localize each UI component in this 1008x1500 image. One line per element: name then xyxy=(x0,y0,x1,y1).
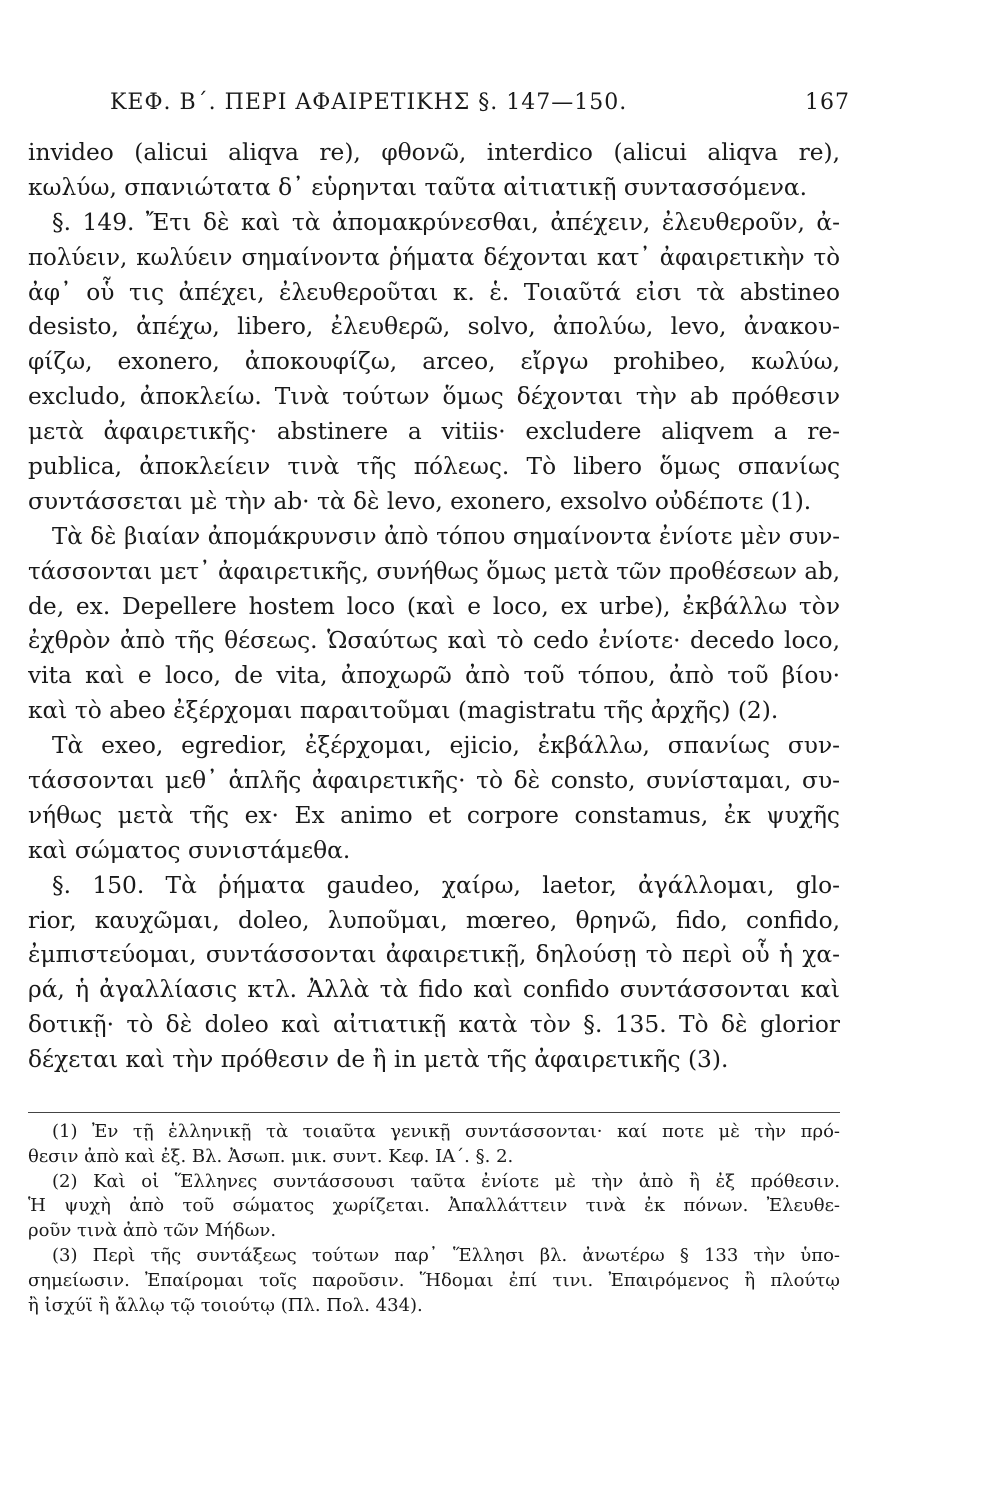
text-line: δέχεται καὶ τὴν πρόθεσιν de ἢ in μετὰ τῆς ἀφαιρετικῆς (3). xyxy=(28,1046,729,1074)
footnote-line: θεσιν ἀπὸ καὶ ἐξ. Βλ. Ἀσωπ. μικ. συντ. Κεφ. ΙΑ΄. §. 2. xyxy=(28,1145,514,1167)
text-line: ἐμπιστεύομαι, συντάσσονται ἀφαιρετικῇ, δηλούσῃ τὸ περὶ οὗ ἡ χα- xyxy=(28,941,840,969)
page-number: 167 xyxy=(805,90,850,115)
text-line: καὶ τὸ abeo ἐξέρχομαι παραιτοῦμαι (magistratu τῆς ἀρχῆς) (2). xyxy=(28,697,779,725)
running-title: ΚΕΦ. Β΄. ΠΕΡΙ ΑΦΑΙΡΕΤΙΚΗΣ §. 147—150. xyxy=(110,90,628,115)
footnote-line: (1) Ἐν τῇ ἑλληνικῇ τὰ τοιαῦτα γενικῇ συντάσσονται· καί ποτε μὲ τὴν πρό- xyxy=(52,1121,840,1142)
footnote-line: (3) Περὶ τῆς συντάξεως τούτων παρ᾽ Ἕλλησι βλ. ἀνωτέρω § 133 τὴν ὑπο- xyxy=(52,1244,840,1266)
footnotes xyxy=(28,1120,840,1318)
text-line: §. 149. Ἔτι δὲ καὶ τὰ ἀπομακρύνεσθαι, ἀπέχειν, ἐλευθεροῦν, ἀ- xyxy=(52,208,840,236)
text-line: desisto, ἀπέχω, libero, ἐλευθερῶ, solvo, ἀπολύω, levo, ἀνακου- xyxy=(28,313,840,341)
text-line: §. 150. Τὰ ῥήματα gaudeo, χαίρω, laetor, ἀγάλλομαι, glo- xyxy=(52,871,840,899)
text-line: Τὰ δὲ βιαίαν ἀπομάκρυνσιν ἀπὸ τόπου σημαίνοντα ἐνίοτε μὲν συν- xyxy=(52,523,840,550)
text-line: vita καὶ e loco, de vita, ἀποχωρῶ ἀπὸ τοῦ τόπου, ἀπὸ τοῦ βίου· xyxy=(28,662,840,690)
text-line: κωλύω, σπανιώτατα δ᾽ εὑρηνται ταῦτα αἰτιατικῇ συντασσόμενα. xyxy=(28,173,808,201)
footnote-line: ροῦν τινὰ ἀπὸ τῶν Μήδων. xyxy=(28,1220,277,1242)
text-line: τάσσονται μετ᾽ ἀφαιρετικῆς, συνήθως ὅμως μετὰ τῶν προθέσεων ab, xyxy=(28,558,840,585)
running-header xyxy=(110,90,850,130)
footnote-line: (2) Καὶ οἱ Ἕλληνες συντάσσουσι ταῦτα ἐνίοτε μὲ τὴν ἀπὸ ἢ ἐξ πρόθεσιν. xyxy=(52,1170,840,1192)
footnote-line: Ἡ ψυχὴ ἀπὸ τοῦ σώματος χωρίζεται. Ἀπαλλάττειν τινὰ ἐκ πόνων. Ἐλευθε- xyxy=(28,1195,840,1217)
main-text xyxy=(28,136,840,1078)
footnote-rule xyxy=(28,1112,840,1113)
text-line: publica, ἀποκλείειν τινὰ τῆς πόλεως. Τὸ libero ὅμως σπανίως xyxy=(28,453,840,481)
text-line: ἀφ᾽ οὗ τις ἀπέχει, ἐλευθεροῦται κ. ἑ. Τοιαῦτά εἰσι τὰ abstineo xyxy=(28,278,840,306)
text-line: συντάσσεται μὲ τὴν ab· τὰ δὲ levo, exonero, exsolvo οὐδέποτε (1). xyxy=(28,487,812,515)
text-line: invideo (alicui aliqva re), φθονῶ, interdico (alicui aliqva re), xyxy=(28,139,840,166)
text-line: Τὰ exeo, egredior, ἐξέρχομαι, ejicio, ἐκβάλλω, σπανίως συν- xyxy=(52,732,840,760)
text-line: ἐχθρὸν ἀπὸ τῆς θέσεως. Ὡσαύτως καὶ τὸ cedo ἐνίοτε· decedo loco, xyxy=(28,627,840,655)
text-line: rior, καυχῶμαι, doleo, λυποῦμαι, mœreo, θρηνῶ, fido, confido, xyxy=(28,906,840,934)
text-line: φίζω, exonero, ἀποκουφίζω, arceo, εἴργω prohibeo, κωλύω, xyxy=(28,348,840,376)
footnote-line: ἢ ἰσχύϊ ἢ ἄλλῳ τῷ τοιούτῳ (Πλ. Πολ. 434). xyxy=(28,1294,423,1316)
text-line: τάσσονται μεθ᾽ ἁπλῆς ἀφαιρετικῆς· τὸ δὲ consto, συνίσταμαι, συ- xyxy=(28,767,840,795)
text-line: δοτικῇ· τὸ δὲ doleo καὶ αἰτιατικῇ κατὰ τὸν §. 135. Τὸ δὲ glorior xyxy=(28,1011,840,1039)
text-line: ρά, ἡ ἀγαλλίασις κτλ. Ἀλλὰ τὰ fido καὶ confido συντάσσονται καὶ xyxy=(28,976,840,1004)
text-line: πολύειν, κωλύειν σημαίνοντα ῥήματα δέχονται κατ᾽ ἀφαιρετικὴν τὸ xyxy=(28,244,840,271)
text-line: μετὰ ἀφαιρετικῆς· abstinere a vitiis· excludere aliqvem a re- xyxy=(28,418,840,446)
text-line: καὶ σώματος συνιστάμεθα. xyxy=(28,836,351,864)
text-line: νήθως μετὰ τῆς ex· Ex animo et corpore constamus, ἐκ ψυχῆς xyxy=(28,801,840,829)
text-line: de, ex. Depellere hostem loco (καὶ e loco, ex urbe), ἐκβάλλω τὸν xyxy=(28,592,840,620)
footnote-line: σημείωσιν. Ἐπαίρομαι τοῖς παροῦσιν. Ἥδομαι ἐπί τινι. Ἐπαιρόμενος ἢ πλούτῳ xyxy=(28,1269,840,1291)
text-line: excludo, ἀποκλείω. Τινὰ τούτων ὅμως δέχονται τὴν ab πρόθεσιν xyxy=(28,383,840,411)
